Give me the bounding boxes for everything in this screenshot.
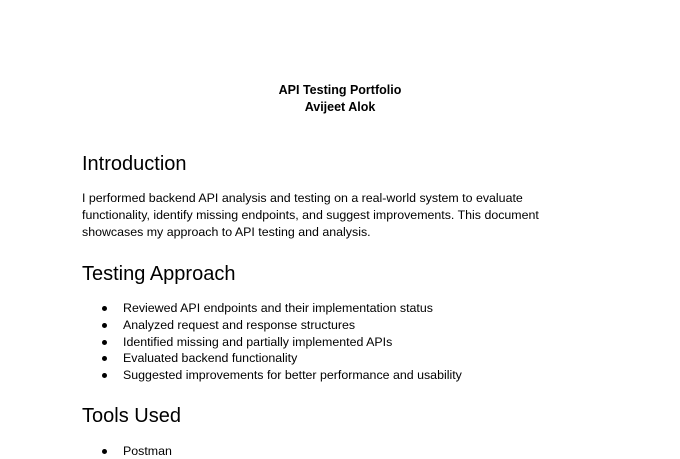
introduction-paragraph — [82, 190, 582, 241]
introduction-line: functionality, identify missing endpoints, and suggest improvements. This document — [82, 208, 539, 222]
document-title-block — [0, 82, 680, 116]
list-item-text: Postman — [123, 444, 172, 458]
list-item — [100, 317, 462, 334]
bullet-dot-icon — [102, 340, 107, 345]
bullet-dot-icon — [102, 449, 107, 454]
bullet-dot-icon — [102, 373, 107, 378]
introduction-line: showcases my approach to API testing and analysis. — [82, 225, 371, 239]
list-item — [100, 334, 462, 351]
bullet-dot-icon — [102, 306, 107, 311]
list-item-text: Reviewed API endpoints and their implementation status — [123, 301, 433, 315]
list-item — [100, 367, 462, 384]
list-item — [100, 350, 462, 367]
bullet-dot-icon — [102, 356, 107, 361]
list-item-text: Suggested improvements for better performance and usability — [123, 368, 462, 383]
bullet-dot-icon — [102, 323, 107, 328]
heading-testing-approach: Testing Approach — [82, 263, 236, 285]
tools-used-list — [100, 443, 172, 459]
list-item-text: Analyzed request and response structures — [123, 317, 356, 332]
heading-tools-used: Tools Used — [82, 405, 181, 427]
introduction-line: I performed backend API analysis and testing on a real-world system to evaluate — [82, 191, 523, 205]
testing-approach-list — [100, 300, 462, 384]
document-title: API Testing Portfolio — [278, 83, 402, 97]
list-item-text: Evaluated backend functionality — [123, 351, 298, 366]
document-author: Avijeet Alok — [304, 100, 376, 114]
list-item — [100, 443, 172, 459]
heading-introduction: Introduction — [82, 153, 187, 175]
list-item — [100, 300, 462, 317]
list-item-text: Identified missing and partially implemented APIs — [123, 334, 393, 349]
